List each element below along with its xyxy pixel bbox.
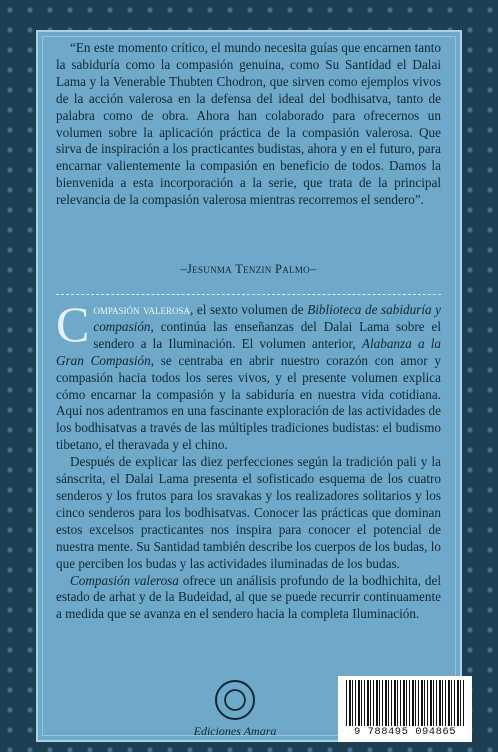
description-text: ofrece un análisis profundo de la bodhichita, del estado de arhat y de la Budeidad, al que se puede recurrir continuamente a medida que se avanza en el sendero hacia la completa Iluminación. bbox=[56, 572, 441, 622]
description-text: , el sexto volumen de bbox=[189, 302, 308, 317]
publisher-name: Ediciones Amara bbox=[193, 724, 277, 738]
description-text: , se centraba en abrir nuestro corazón con amor y compasión hacia todos los seres vivos, y el presente volumen explica cómo encarnar la compasión y la sabiduría en nuestra vida cotidiana. Aquí nos adentramos en una fascinante exploración de las actividades de los bodhisatvas a través de las múltiples tradiciones budistas: el budismo tibetano, el theravada y el chino. bbox=[56, 352, 441, 453]
book-description bbox=[56, 296, 442, 623]
book-title-italic: Compasión valerosa bbox=[70, 572, 179, 588]
section-divider bbox=[56, 294, 441, 295]
endorsement-quote bbox=[56, 40, 441, 209]
quote-attribution: –Jesunma Tenzin Palmo– bbox=[180, 262, 317, 276]
dropcap-letter: C bbox=[56, 296, 90, 352]
description-text: , continúa las enseñanzas del Dalai Lama sobre el sendero a la Iluminación. El volumen anterior, bbox=[93, 318, 441, 351]
book-title-smallcaps: ompasión valerosa bbox=[93, 302, 190, 317]
barcode-number: 9 788495 094865 bbox=[353, 726, 456, 738]
series-title: Biblioteca de sabiduría y compasión bbox=[93, 302, 442, 334]
description-paragraph-2: Después de explicar las diez perfecciones según la tradición pali y la sánscrita, el Dalai Lama presenta el sofisticado esquema de los cuatro senderos y los frutos para los sravakas y los realizadores solitarios y los cinco senderos para los bodhisatvas. Conocer las prácticas que dominan estos excelsos practicantes nos inspira para conocer el potencial de nuestra mente. Su Santidad también describe los cuerpos de los budas, lo que perciben los budas y las actividades iluminadas de los budas. bbox=[56, 454, 441, 571]
description-paragraph-3 bbox=[56, 573, 441, 624]
publisher-logo-icon bbox=[215, 680, 255, 720]
barcode-icon bbox=[338, 676, 472, 742]
previous-volume-title: Alabanza a la Gran Compasión bbox=[56, 335, 442, 368]
quote-text: “En este momento crítico, el mundo necesita guías que encarnen tanto la sabiduría como la compasión genuina, como Su Santidad el Dalai Lama y la Venerable Thubten Chodron, que sirven como ejemplos vivos de la acción valerosa en la defensa del ideal del bodhisatva, tanto de palabra como de obra. Ahora han colaborado para ofrecernos un volumen sobre la aplicación práctica de la compasión valerosa. Que sirva de inspiración a los practicantes budistas, ahora y en el futuro, para encarnar valientemente la compasión en beneficio de todos. Damos la bienvenida a esta incorporación a la serie, que trata de la principal relevancia de la compasión valerosa mientras recorremos el sendero”. bbox=[56, 40, 441, 208]
description-paragraph-1 bbox=[56, 296, 442, 454]
barcode-bars bbox=[346, 680, 464, 726]
